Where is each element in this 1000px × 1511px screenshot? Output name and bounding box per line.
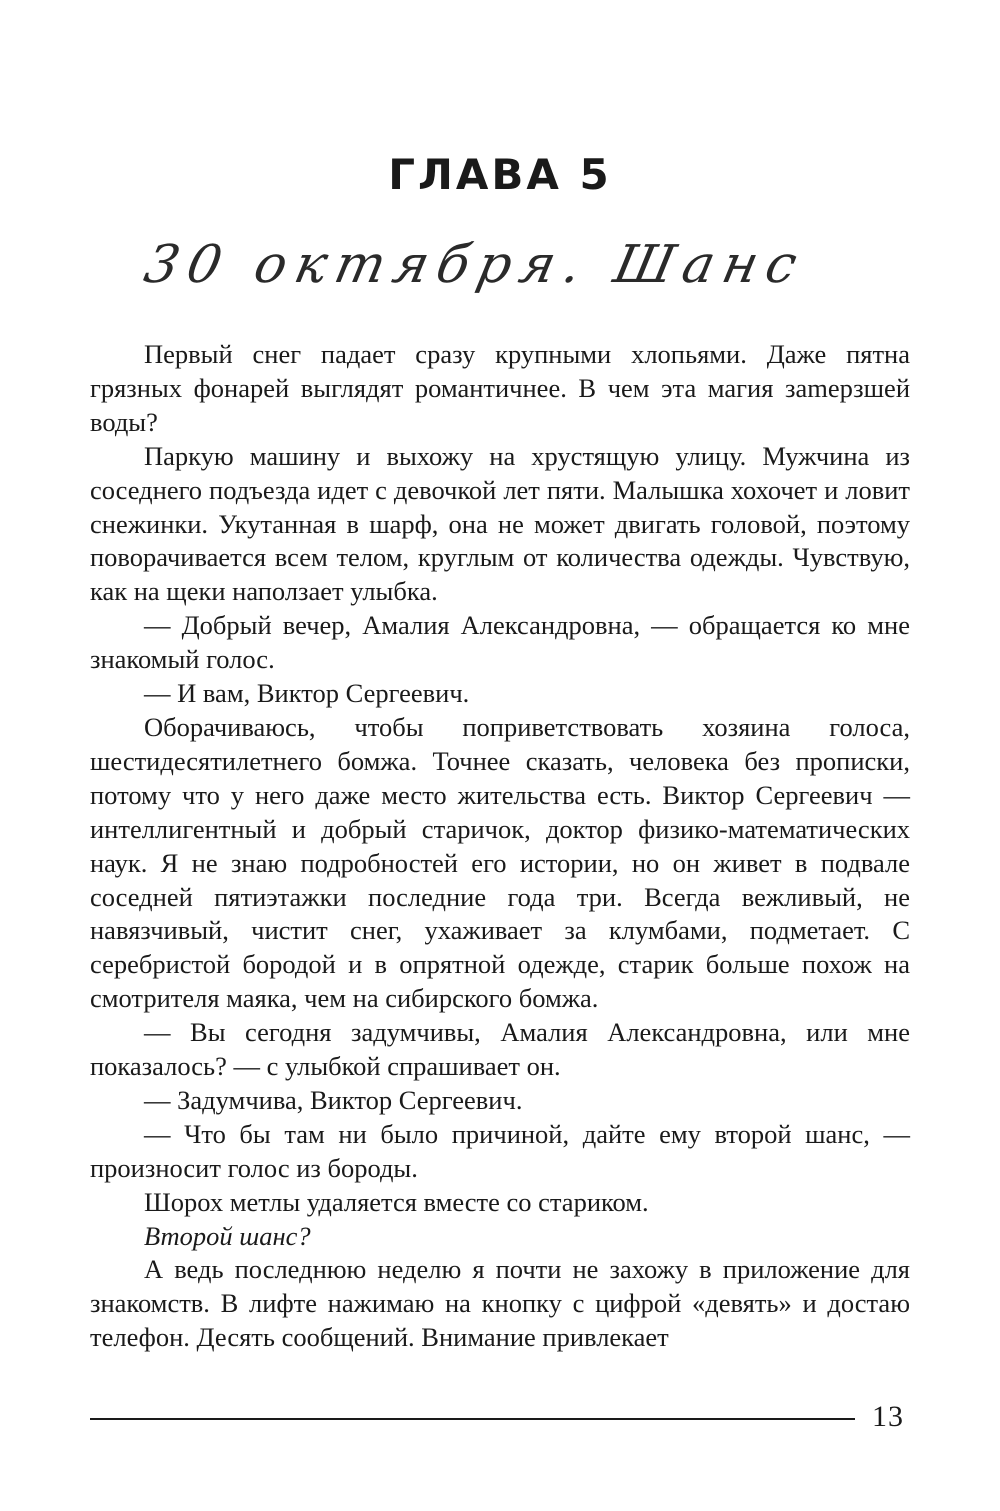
paragraph: Шорох метлы удаляется вместе со стариком. bbox=[144, 1186, 649, 1217]
chapter-title: ГЛАВА 5 bbox=[388, 150, 612, 199]
page-number: 13 bbox=[872, 1400, 904, 1433]
paragraph: Паркую машину и выхожу на хрустящую улицу. Мужчина из соседнего подъезда идет с девочкой лет пяти. Малышка хохочет и ловит снежинки. Укутанная в шарф, она не может двигать головой, поэтому поворачивается всем телом, круглым от количества одежды. Чувствую, как на щеки наползает улыбка. bbox=[90, 440, 910, 607]
chapter-date-signature: 30 октября. Шанс bbox=[139, 235, 812, 295]
paragraph: А ведь последнюю неделю я почти не захожу в приложение для знакомств. В лифте нажимаю на кнопку с цифрой «девять» и достаю телефон. Десять сообщений. Внимание привлекает bbox=[90, 1254, 910, 1353]
body-text bbox=[90, 338, 910, 1355]
footer-rule bbox=[90, 1418, 855, 1420]
paragraph: — Что бы там ни было причиной, дайте ему второй шанс, — произносит голос из бороды. bbox=[90, 1118, 910, 1183]
paragraph: — Вы сегодня задумчивы, Амалия Александровна, или мне показалось? — с улыбкой спрашивает он. bbox=[90, 1017, 910, 1082]
paragraph: — Добрый вечер, Амалия Александровна, — обращается ко мне знакомый голос. bbox=[90, 610, 910, 675]
paragraph: Первый снег падает сразу крупными хлопьями. Даже пятна грязных фонарей выглядят романтичнее. В чем эта магия заmерзшей воды? bbox=[90, 339, 910, 437]
paragraph: — Задумчива, Виктор Сергеевич. bbox=[144, 1084, 523, 1115]
paragraph: Оборачиваюсь, чтобы поприветствовать хозяина голоса, шестидесятилетнего бомжа. Точнее сказать, человека без прописки, потому что у него даже место жительства есть. Виктор Сергеевич — интеллигентный и добрый старичок, доктор физико-математических наук. Я не знаю подробностей его истории, но он живет в подвале соседней пятиэтажки последние года три. Всегда вежливый, не навязчивый, чистит снег, ухаживает за клумбами, подметает. С серебристой бородой и в опрятной одежде, старик больше похож на смотрителя маяка, чем на сибирского бомжа. bbox=[90, 711, 910, 1014]
paragraph: — И вам, Виктор Сергеевич. bbox=[144, 678, 470, 709]
paragraph-italic: Второй шанс? bbox=[144, 1220, 311, 1251]
